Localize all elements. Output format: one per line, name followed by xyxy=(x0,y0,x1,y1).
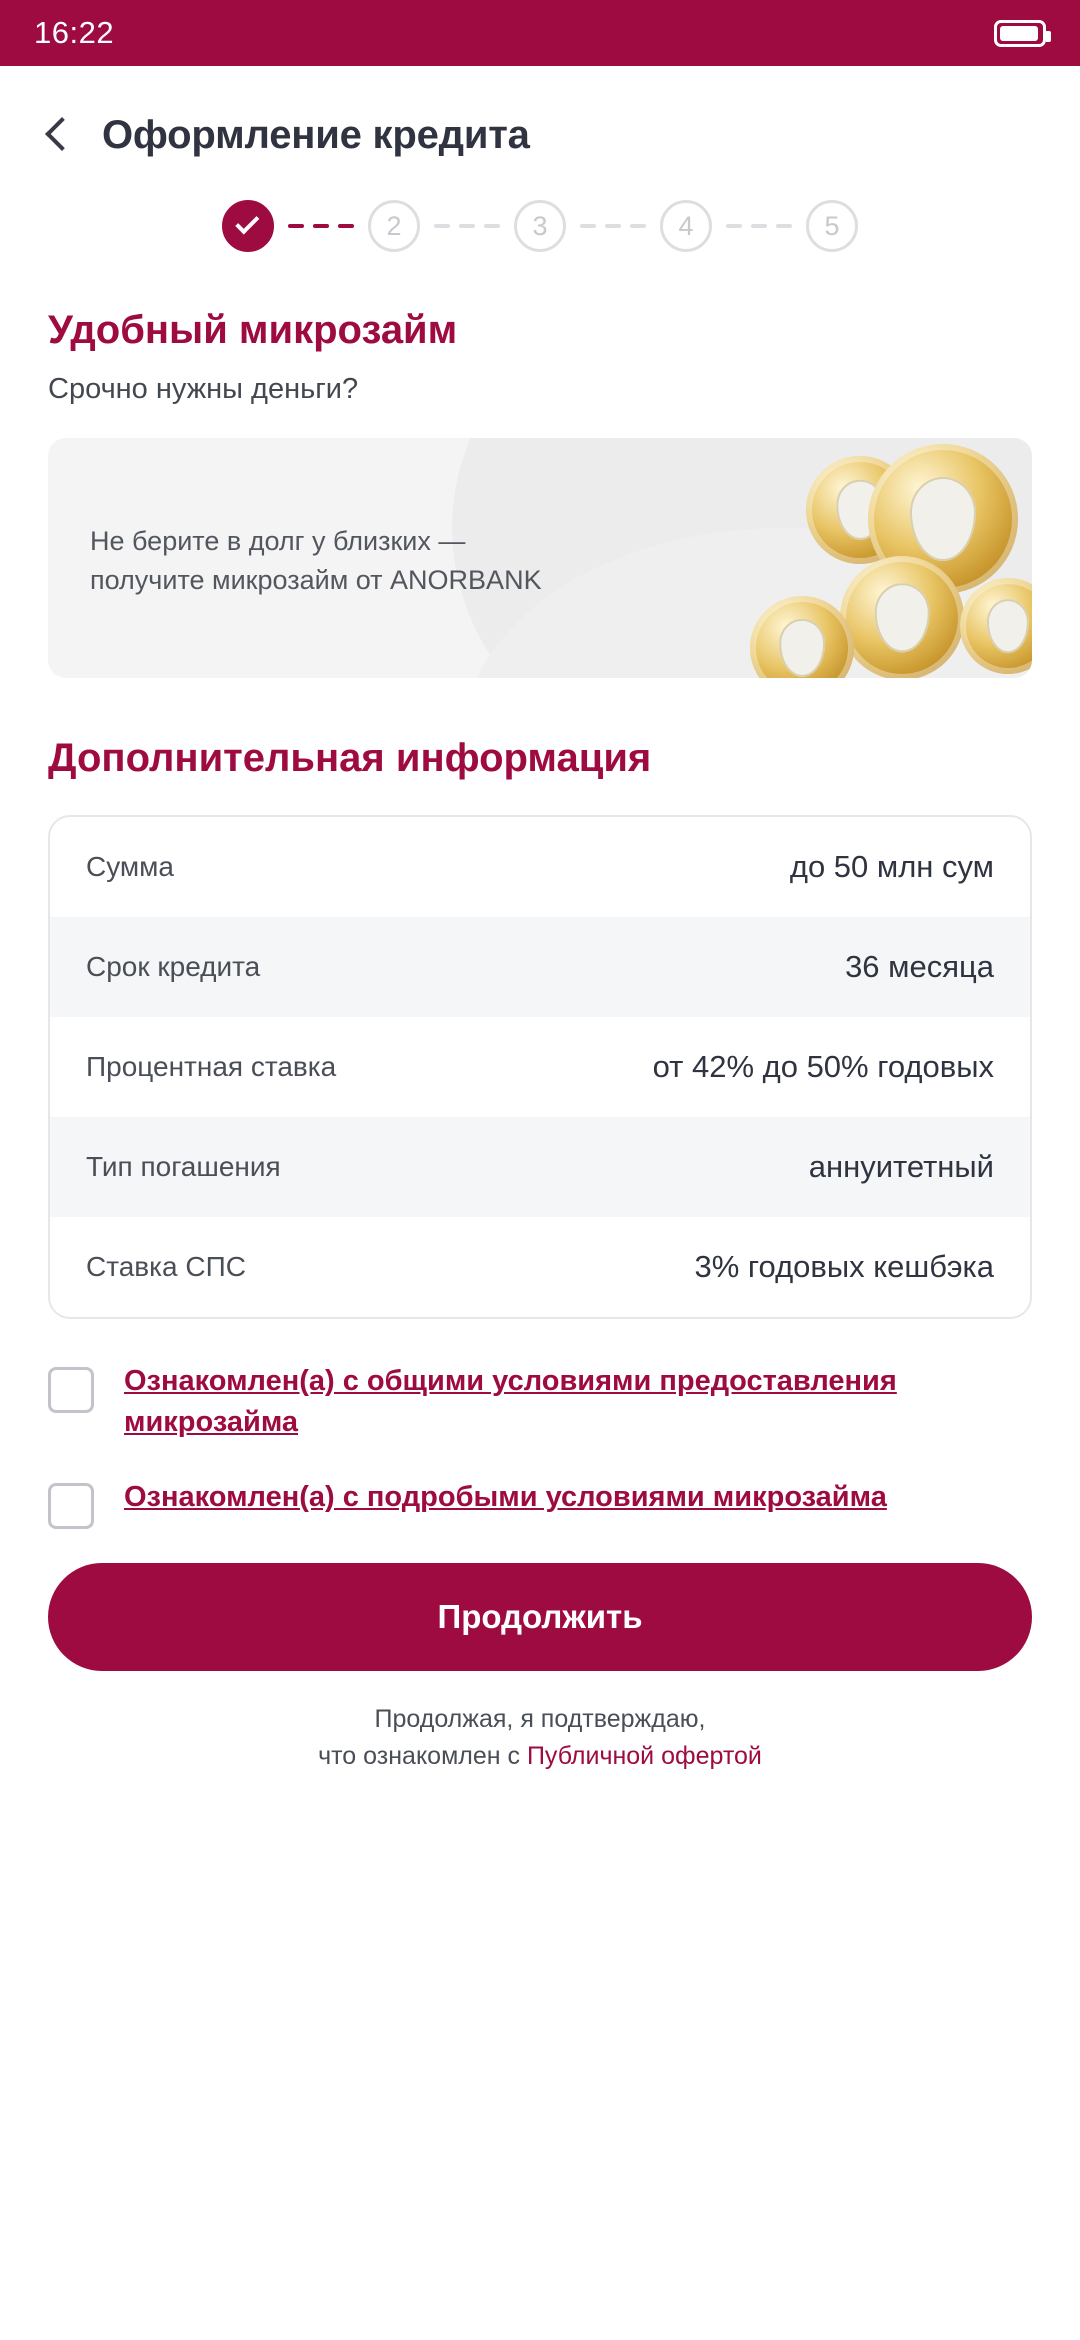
public-offer-link[interactable]: Публичной офертой xyxy=(526,1741,762,1770)
info-heading: Дополнительная информация xyxy=(48,736,652,780)
stepper-step-4[interactable]: 4 xyxy=(660,200,712,252)
info-label: Процентная ставка xyxy=(86,1051,337,1082)
agreement-checkbox-general[interactable] xyxy=(48,1367,94,1413)
stepper-connector-4 xyxy=(712,224,806,228)
list-item xyxy=(48,1361,1032,1443)
stepper-step-5[interactable]: 5 xyxy=(806,200,858,252)
info-value: аннуитетный xyxy=(808,1149,994,1184)
stepper-step-2[interactable]: 2 xyxy=(368,200,420,252)
info-value: до 50 млн сум xyxy=(789,849,994,884)
stepper xyxy=(0,200,1080,252)
stepper-step-3[interactable]: 3 xyxy=(514,200,566,252)
app-bar xyxy=(0,66,1080,158)
info-value: 3% годовых кешбэка xyxy=(694,1249,994,1284)
info-value: от 42% до 50% годовых xyxy=(652,1049,994,1084)
footnote-prefix: что ознакомлен с xyxy=(318,1741,527,1770)
stepper-connector-3 xyxy=(566,224,660,228)
table-row xyxy=(50,1117,1030,1217)
banner-text-line-2: получите микрозайм от ANORBANK xyxy=(90,565,542,596)
table-row xyxy=(50,917,1030,1017)
banner-text-line-1: Не берите в долг у близких — xyxy=(90,526,466,556)
stepper-connector-1 xyxy=(274,224,368,228)
promo-banner[interactable] xyxy=(48,438,1032,678)
info-label: Ставка СПС xyxy=(86,1251,246,1282)
agreement-checkbox-detailed[interactable] xyxy=(48,1483,94,1529)
continue-button[interactable]: Продолжить xyxy=(48,1563,1032,1671)
table-row xyxy=(50,1017,1030,1117)
info-card xyxy=(48,815,1032,1319)
table-row xyxy=(50,817,1030,917)
product-title: Удобный микрозайм xyxy=(48,308,458,352)
banner-text xyxy=(90,522,542,600)
main-content xyxy=(0,308,1080,1774)
agreement-link-detailed[interactable]: Ознакомлен(а) с подробыми условиями микрозайма xyxy=(124,1481,887,1514)
check-icon xyxy=(235,210,259,234)
status-time: 16:22 xyxy=(34,15,115,50)
stepper-connector-2 xyxy=(420,224,514,228)
product-subtitle: Срочно нужны деньги? xyxy=(48,373,359,405)
status-bar xyxy=(0,0,1080,66)
info-label: Сумма xyxy=(86,851,174,882)
battery-icon xyxy=(994,20,1046,47)
footnote xyxy=(48,1701,1032,1774)
back-arrow-icon[interactable] xyxy=(40,112,74,158)
info-label: Срок кредита xyxy=(86,951,261,982)
coin-icon xyxy=(840,556,964,678)
page-title: Оформление кредита xyxy=(102,112,530,157)
battery-fill xyxy=(1000,26,1038,41)
agreements-list xyxy=(48,1361,1032,1529)
list-item xyxy=(48,1477,1032,1529)
status-icons xyxy=(994,20,1046,47)
table-row xyxy=(50,1217,1030,1317)
stepper-step-1[interactable] xyxy=(222,200,274,252)
info-label: Тип погашения xyxy=(86,1151,281,1182)
footnote-line-2 xyxy=(48,1738,1032,1774)
agreement-link-general[interactable]: Ознакомлен(а) с общими условиями предоставления микрозайма xyxy=(124,1365,897,1439)
info-value: 36 месяца xyxy=(845,949,994,984)
footnote-line-1: Продолжая, я подтверждаю, xyxy=(374,1705,706,1734)
